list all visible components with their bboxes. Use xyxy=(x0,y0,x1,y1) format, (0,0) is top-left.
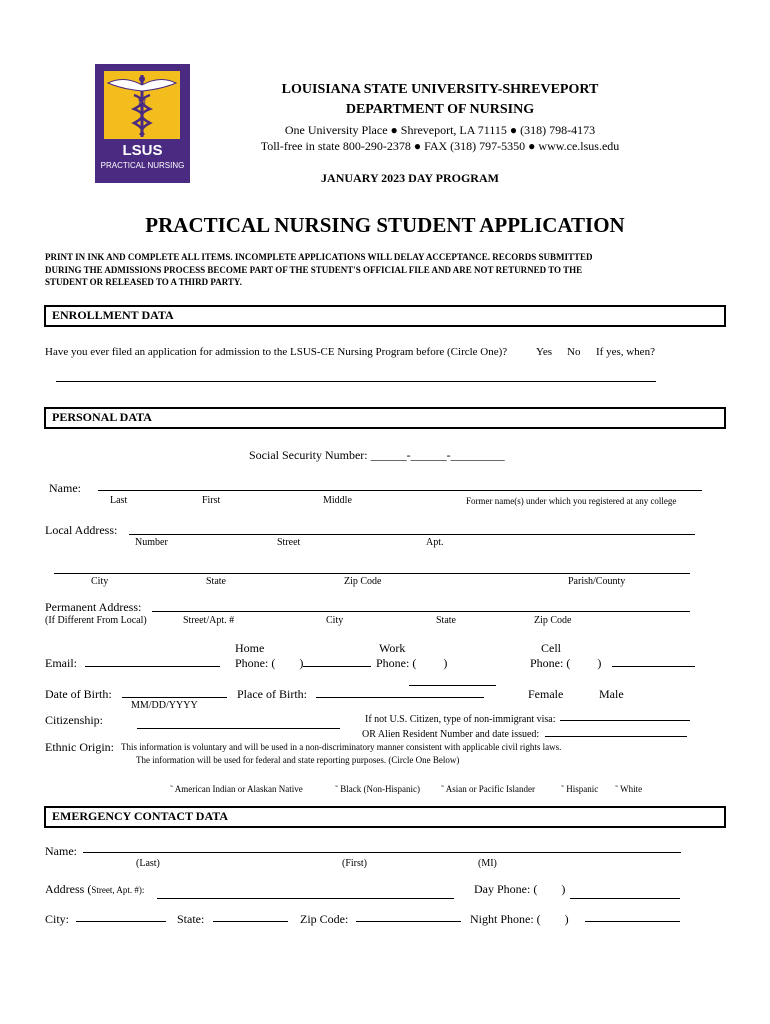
home-phone-label: Phone: ( ) xyxy=(235,656,304,670)
ethnic-note-1: This information is voluntary and will be used in a non-discriminatory manner consistent with applicable civil rights laws. xyxy=(121,742,562,752)
emergency-last-caption: (Last) xyxy=(136,858,160,869)
emergency-header-label: EMERGENCY CONTACT DATA xyxy=(52,809,229,823)
emergency-mi-caption: (MI) xyxy=(478,858,497,869)
emergency-address-field[interactable] xyxy=(157,898,454,899)
ethnic-option-white[interactable]: ˜ White xyxy=(615,784,643,794)
emergency-first-caption: (First) xyxy=(342,858,367,869)
cell-phone-field[interactable] xyxy=(612,666,695,667)
city-caption: City xyxy=(91,576,109,587)
emergency-address-text: Address ( xyxy=(45,882,92,896)
day-phone-field[interactable] xyxy=(570,898,680,899)
male-option[interactable]: Male xyxy=(599,687,624,701)
name-label: Name: xyxy=(49,481,81,495)
work-label: Work xyxy=(379,641,406,655)
alien-field[interactable] xyxy=(545,736,687,737)
day-phone-label: Day Phone: ( ) xyxy=(474,882,566,896)
visa-label: If not U.S. Citizen, type of non-immigrant visa: xyxy=(365,714,556,725)
parish-caption: Parish/County xyxy=(568,576,626,587)
emergency-zip-field[interactable] xyxy=(356,921,461,922)
name-last-caption: Last xyxy=(110,495,128,506)
dob-format-caption: MM/DD/YYYY xyxy=(131,700,198,711)
lsus-logo xyxy=(95,64,190,183)
female-option[interactable]: Female xyxy=(528,687,564,701)
former-name-caption: Former name(s) under which you registered at any college xyxy=(466,496,677,506)
permanent-address-field[interactable] xyxy=(152,611,690,612)
emergency-state-label: State: xyxy=(177,912,205,926)
caduceus-icon xyxy=(104,71,180,139)
permanent-address-label: Permanent Address: xyxy=(45,600,142,614)
if-different-caption: (If Different From Local) xyxy=(45,615,147,626)
contact-line: Toll-free in state 800-290-2378 ● FAX (318) 797-5350 ● www.ce.lsus.edu xyxy=(260,139,620,153)
page-title: PRACTICAL NURSING STUDENT APPLICATION xyxy=(145,213,625,237)
emergency-address-small: Street, Apt. #): xyxy=(91,885,145,895)
cell-phone-label: Phone: ( ) xyxy=(530,656,602,670)
night-phone-field[interactable] xyxy=(585,921,680,922)
department-name: DEPARTMENT OF NURSING xyxy=(345,102,535,117)
address-line: One University Place ● Shreveport, LA 71115 ● (318) 798-4173 xyxy=(284,123,596,137)
home-phone-field[interactable] xyxy=(303,666,371,667)
apt-caption: Apt. xyxy=(426,537,444,548)
emergency-state-field[interactable] xyxy=(213,921,288,922)
dob-label: Date of Birth: xyxy=(45,687,112,701)
dob-field[interactable] xyxy=(122,697,227,698)
enrollment-header-label: ENROLLMENT DATA xyxy=(52,308,174,322)
home-label: Home xyxy=(235,641,265,655)
perm-city-caption: City xyxy=(326,615,344,626)
emergency-section-header xyxy=(44,806,726,828)
emergency-city-label: City: xyxy=(45,912,70,926)
emergency-city-field[interactable] xyxy=(76,921,166,922)
emergency-name-label: Name: xyxy=(45,844,77,858)
ethnic-origin-label: Ethnic Origin: xyxy=(45,740,114,754)
local-address-field[interactable] xyxy=(129,534,695,535)
emergency-address-label xyxy=(45,882,144,897)
work-phone-field[interactable] xyxy=(409,685,496,686)
work-phone-label: Phone: ( ) xyxy=(376,656,448,670)
enrollment-when-label: If yes, when? xyxy=(596,346,655,358)
visa-field[interactable] xyxy=(560,720,690,721)
perm-zip-caption: Zip Code xyxy=(534,615,572,626)
name-field[interactable] xyxy=(98,490,702,491)
emergency-name-field[interactable] xyxy=(83,852,681,853)
citizenship-label: Citizenship: xyxy=(45,713,103,727)
number-caption: Number xyxy=(135,537,168,548)
enrollment-section-header xyxy=(44,305,726,327)
enrollment-question: Have you ever filed an application for admission to the LSUS-CE Nursing Program before (Circle One)? xyxy=(45,346,508,358)
svg-text:N: N xyxy=(137,96,147,110)
pob-label: Place of Birth: xyxy=(237,687,307,701)
street-apt-caption: Street/Apt. # xyxy=(183,615,235,626)
email-label: Email: xyxy=(45,656,77,670)
perm-state-caption: State xyxy=(436,615,456,626)
ethnic-note-2: The information will be used for federal and state reporting purposes. (Circle One Below) xyxy=(136,755,460,765)
university-name: LOUISIANA STATE UNIVERSITY-SHREVEPORT xyxy=(281,82,599,97)
zip-caption: Zip Code xyxy=(344,576,382,587)
name-middle-caption: Middle xyxy=(323,495,352,506)
ethnic-option-native[interactable]: ˜ American Indian or Alaskan Native xyxy=(170,784,303,794)
ethnic-option-asian[interactable]: ˜ Asian or Pacific Islander xyxy=(441,784,535,794)
email-field[interactable] xyxy=(85,666,220,667)
enrollment-when-field[interactable] xyxy=(56,381,656,382)
night-phone-label: Night Phone: ( ) xyxy=(470,912,569,926)
pob-field[interactable] xyxy=(316,697,484,698)
ethnic-option-black[interactable]: ˜ Black (Non-Hispanic) xyxy=(335,784,420,794)
local-city-field[interactable] xyxy=(54,573,690,574)
logo-subtext: PRACTICAL NURSING xyxy=(100,161,185,170)
emergency-zip-label: Zip Code: xyxy=(300,912,349,926)
instructions-line-3: STUDENT OR RELEASED TO A THIRD PARTY. xyxy=(45,277,242,287)
instructions-line-1: PRINT IN INK AND COMPLETE ALL ITEMS. INCOMPLETE APPLICATIONS WILL DELAY ACCEPTANCE. RECORDS SUBMITTED xyxy=(45,252,593,262)
logo-text: LSUS xyxy=(122,142,163,159)
ethnic-option-hispanic[interactable]: ˜ Hispanic xyxy=(561,784,599,794)
instructions-line-2: DURING THE ADMISSIONS PROCESS BECOME PART OF THE STUDENT'S OFFICIAL FILE AND ARE NOT RETURNED TO THE xyxy=(45,265,583,275)
personal-section-header xyxy=(44,407,726,429)
ssn-field[interactable]: Social Security Number: ______-______-_________ xyxy=(249,448,505,462)
enrollment-no[interactable]: No xyxy=(567,346,581,358)
street-caption: Street xyxy=(277,537,301,548)
citizenship-field[interactable] xyxy=(137,728,340,729)
state-caption: State xyxy=(206,576,226,587)
personal-header-label: PERSONAL DATA xyxy=(52,410,152,424)
alien-label: OR Alien Resident Number and date issued: xyxy=(362,729,540,740)
local-address-label: Local Address: xyxy=(45,523,118,537)
program-name: JANUARY 2023 DAY PROGRAM xyxy=(321,171,499,185)
cell-label: Cell xyxy=(541,641,561,655)
enrollment-yes[interactable]: Yes xyxy=(536,346,553,358)
name-first-caption: First xyxy=(202,495,221,506)
